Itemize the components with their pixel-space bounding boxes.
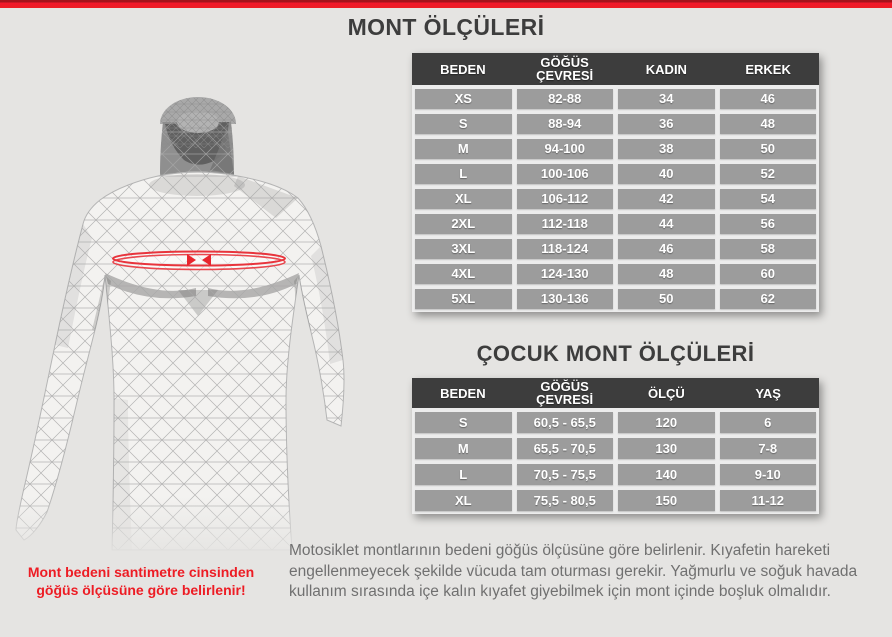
header-cell: KADIN (645, 61, 687, 77)
table-cell: 9-10 (720, 464, 817, 485)
description-text: Motosiklet montlarının bedeni göğüs ölçüsüne göre belirlenir. Kıyafetin hareketi engellenmeyecek şekilde vücuda tam oturması gerekir. Yağmurlu ve soğuk havada kullanım sırasında içe kalın kıyafet giyebilmek için mont içinde boşluk olmalıdır. (289, 542, 858, 600)
table-row (415, 464, 816, 485)
adult-table-header-row (412, 53, 819, 85)
table-cell: XL (415, 490, 512, 511)
torso-wireframe-image (8, 88, 348, 558)
table-cell: 36 (618, 114, 715, 134)
table-row (415, 114, 816, 134)
measurement-note: Mont bedeni santimetre cinsinden göğüs ölçüsüne göre belirlenir! (27, 564, 255, 598)
table-cell: L (415, 164, 512, 184)
table-cell: 50 (618, 289, 715, 309)
table-cell: 11-12 (720, 490, 817, 511)
wireframe-mesh (8, 88, 348, 558)
table-cell: 130 (618, 438, 715, 459)
table-cell: 106-112 (517, 189, 614, 209)
header-cell: BEDEN (440, 61, 486, 77)
table-cell: 4XL (415, 264, 512, 284)
table-cell: 5XL (415, 289, 512, 309)
table-cell: 75,5 - 80,5 (517, 490, 614, 511)
table-cell: L (415, 464, 512, 485)
header-cell: GÖĞÜS ÇEVRESİ (536, 55, 594, 83)
child-table-body (412, 408, 819, 514)
table-cell: 150 (618, 490, 715, 511)
table-cell: 118-124 (517, 239, 614, 259)
table-cell: 124-130 (517, 264, 614, 284)
table-cell: 44 (618, 214, 715, 234)
table-row (415, 264, 816, 284)
table-cell: M (415, 139, 512, 159)
child-size-table (412, 378, 819, 514)
header-cell: BEDEN (440, 385, 486, 401)
table-row (415, 164, 816, 184)
table-cell: XL (415, 189, 512, 209)
torso-wireframe-svg (8, 88, 348, 558)
table-cell: 70,5 - 75,5 (517, 464, 614, 485)
table-cell: 56 (720, 214, 817, 234)
top-red-bar (0, 0, 892, 8)
adult-size-table (412, 53, 819, 312)
table-row (415, 89, 816, 109)
header-cell: ÖLÇÜ (647, 385, 685, 401)
table-cell: 82-88 (517, 89, 614, 109)
table-cell: 52 (720, 164, 817, 184)
header-cell: GÖĞÜS ÇEVRESİ (536, 379, 594, 407)
table-cell: S (415, 114, 512, 134)
table-cell: 58 (720, 239, 817, 259)
table-cell: 130-136 (517, 289, 614, 309)
child-table-header-row (412, 378, 819, 408)
table-cell: 54 (720, 189, 817, 209)
table-cell: 42 (618, 189, 715, 209)
table-cell: 46 (618, 239, 715, 259)
table-cell: M (415, 438, 512, 459)
table-row (415, 438, 816, 459)
table-cell: 94-100 (517, 139, 614, 159)
table-cell: 62 (720, 289, 817, 309)
table-cell: 50 (720, 139, 817, 159)
table-cell: 2XL (415, 214, 512, 234)
header-cell: YAŞ (755, 385, 781, 401)
child-table-title: ÇOCUK MONT ÖLÇÜLERİ (476, 341, 755, 366)
adult-table-body (412, 85, 819, 312)
table-cell: 34 (618, 89, 715, 109)
table-cell: 7-8 (720, 438, 817, 459)
table-cell: 48 (720, 114, 817, 134)
table-row (415, 189, 816, 209)
table-cell: 60,5 - 65,5 (517, 412, 614, 433)
table-row (415, 490, 816, 511)
table-cell: 60 (720, 264, 817, 284)
table-row (415, 412, 816, 433)
table-cell: 38 (618, 139, 715, 159)
header-cell: ERKEK (745, 61, 791, 77)
table-cell: 3XL (415, 239, 512, 259)
table-row (415, 214, 816, 234)
table-cell: 100-106 (517, 164, 614, 184)
table-cell: 65,5 - 70,5 (517, 438, 614, 459)
table-row (415, 139, 816, 159)
table-cell: 88-94 (517, 114, 614, 134)
table-row (415, 289, 816, 309)
table-cell: 112-118 (517, 214, 614, 234)
page-title: MONT ÖLÇÜLERİ (347, 14, 545, 40)
table-cell: 140 (618, 464, 715, 485)
table-cell: 48 (618, 264, 715, 284)
table-cell: 6 (720, 412, 817, 433)
table-cell: 40 (618, 164, 715, 184)
table-row (415, 239, 816, 259)
table-cell: S (415, 412, 512, 433)
table-cell: 120 (618, 412, 715, 433)
table-cell: 46 (720, 89, 817, 109)
table-cell: XS (415, 89, 512, 109)
